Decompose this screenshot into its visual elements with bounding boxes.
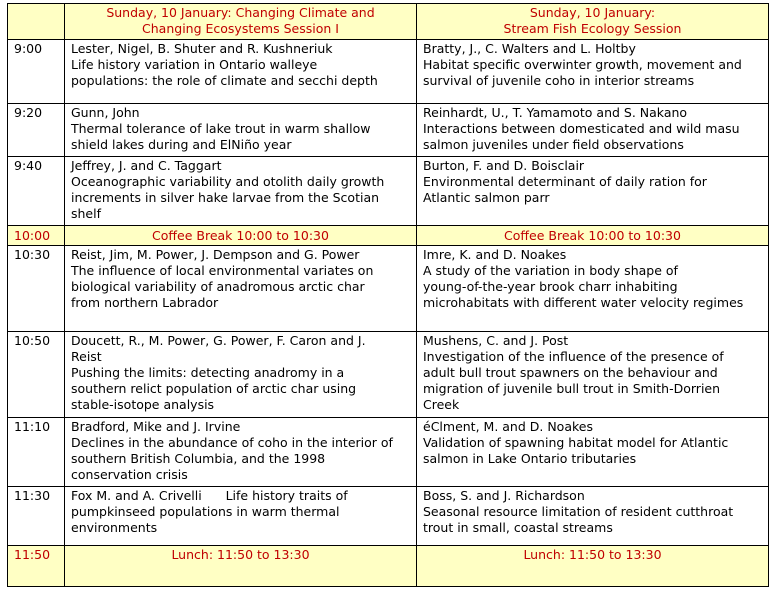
talk-title-line: microhabitats with different water velocity regimes [423, 295, 744, 311]
talk-authors: Burton, F. and D. Boisclair [423, 157, 585, 173]
talk-title-line: shelf [71, 205, 101, 221]
talk-authors: Lester, Nigel, B. Shuter and R. Kushneriuk [71, 40, 333, 56]
talk-title-line: southern relict population of arctic char using [71, 381, 357, 397]
talk-title-line: survival of juvenile coho in interior streams [423, 72, 695, 88]
talk-cell-right [417, 487, 769, 546]
talk-cell-left [65, 156, 417, 225]
table-row [8, 487, 769, 546]
talk-title-line: young-of-the-year brook charr inhabiting [423, 279, 678, 295]
lunch-left: Lunch: 11:50 to 13:30 [65, 545, 417, 586]
talk-authors: Imre, K. and D. Noakes [423, 247, 567, 263]
talk-title-line: Habitat specific overwinter growth, movement and [423, 56, 742, 72]
talk-authors: éClment, M. and D. Noakes [423, 418, 593, 434]
talk-authors: Reist [71, 349, 102, 365]
time-cell: 10:30 [8, 246, 65, 332]
time-cell: 10:50 [8, 332, 65, 417]
coffee-break-row [8, 225, 769, 246]
talk-authors: Jeffrey, J. and C. Taggart [71, 157, 222, 173]
talk-authors: Boss, S. and J. Richardson [423, 488, 585, 504]
talk-cell-left [65, 103, 417, 156]
talk-title-line: Oceanographic variability and otolith daily growth [71, 173, 385, 189]
talk-cell-left [65, 332, 417, 417]
session-header-right [417, 4, 769, 40]
talk-title-line: Declines in the abundance of coho in the interior of [71, 434, 393, 450]
talk-title-line: biological variability of anadromous arctic char [71, 279, 365, 295]
coffee-break-right: Coffee Break 10:00 to 10:30 [417, 225, 769, 246]
header-time-cell [8, 4, 65, 40]
schedule-table [7, 3, 769, 587]
talk-title-line: Seasonal resource limitation of resident cutthroat [423, 504, 734, 520]
talk-title-line: A study of the variation in body shape of [423, 263, 678, 279]
table-row [8, 246, 769, 332]
lunch-row [8, 545, 769, 586]
table-row [8, 156, 769, 225]
talk-cell-left [65, 246, 417, 332]
talk-cell-right [417, 332, 769, 417]
talk-cell-left [65, 39, 417, 103]
talk-line: Fox M. and A. Crivelli Life history traits of [71, 488, 348, 504]
talk-title-line: stable-isotope analysis [71, 397, 215, 413]
talk-cell-right [417, 417, 769, 487]
talk-title-line: Investigation of the influence of the presence of [423, 349, 724, 365]
time-cell: 9:00 [8, 39, 65, 103]
talk-cell-right [417, 39, 769, 103]
time-cell: 9:40 [8, 156, 65, 225]
talk-title-line: adult bull trout spawners on the behaviour and [423, 365, 718, 381]
talk-authors: Bradford, Mike and J. Irvine [71, 418, 241, 434]
session-header-left-line: Sunday, 10 January: Changing Climate and [106, 5, 375, 20]
talk-cell-left [65, 487, 417, 546]
session-header-right-line: Sunday, 10 January: [529, 5, 656, 20]
talk-title-line: Environmental determinant of daily ration for [423, 173, 707, 189]
talk-title-line: Life history variation in Ontario walleye [71, 56, 318, 72]
talk-title-line: increments in silver hake larvae from the Scotian [71, 189, 380, 205]
talk-title-line: trout in small, coastal streams [423, 520, 613, 536]
time-cell: 11:30 [8, 487, 65, 546]
talk-title-line: conservation crisis [71, 466, 188, 482]
talk-authors: Bratty, J., C. Walters and L. Holtby [423, 40, 636, 56]
talk-authors: Reist, Jim, M. Power, J. Dempson and G. Power [71, 247, 360, 263]
talk-cell-right [417, 156, 769, 225]
talk-authors: Doucett, R., M. Power, G. Power, F. Caron and J. [71, 333, 366, 349]
talk-title-line: The influence of local environmental variates on [71, 263, 374, 279]
talk-title-line: salmon juveniles under field observations [423, 136, 684, 152]
header-row [8, 4, 769, 40]
talk-title-line: Interactions between domesticated and wild masu [423, 120, 740, 136]
talk-cell-right [417, 246, 769, 332]
talk-authors: Gunn, John [71, 104, 140, 120]
time-cell: 9:20 [8, 103, 65, 156]
talk-title-line: Thermal tolerance of lake trout in warm shallow [71, 120, 371, 136]
talk-title-line: Atlantic salmon parr [423, 189, 550, 205]
talk-line: pumpkinseed populations in warm thermal [71, 504, 340, 520]
talk-title-line: Pushing the limits: detecting anadromy in a [71, 365, 345, 381]
time-cell: 11:50 [8, 545, 65, 586]
session-header-right-line: Stream Fish Ecology Session [503, 21, 682, 36]
talk-cell-left [65, 417, 417, 487]
talk-title-line: Validation of spawning habitat model for Atlantic [423, 434, 729, 450]
time-cell: 11:10 [8, 417, 65, 487]
talk-title-line: southern British Columbia, and the 1998 [71, 450, 326, 466]
talk-title-line: populations: the role of climate and secchi depth [71, 72, 378, 88]
table-row [8, 332, 769, 417]
talk-authors: Mushens, C. and J. Post [423, 333, 569, 349]
table-row [8, 39, 769, 103]
lunch-right: Lunch: 11:50 to 13:30 [417, 545, 769, 586]
session-header-left [65, 4, 417, 40]
talk-title-line: from northern Labrador [71, 295, 219, 311]
talk-title-line: salmon in Lake Ontario tributaries [423, 450, 637, 466]
time-cell: 10:00 [8, 225, 65, 246]
talk-authors: Reinhardt, U., T. Yamamoto and S. Nakano [423, 104, 688, 120]
table-row [8, 417, 769, 487]
talk-title-line: Creek [423, 397, 460, 413]
talk-cell-right [417, 103, 769, 156]
talk-title-line: shield lakes during and ElNiño year [71, 136, 292, 152]
coffee-break-left: Coffee Break 10:00 to 10:30 [65, 225, 417, 246]
talk-title-line: migration of juvenile bull trout in Smith-Dorrien [423, 381, 721, 397]
session-header-left-line: Changing Ecosystems Session I [142, 21, 339, 36]
talk-line: environments [71, 520, 158, 536]
table-row [8, 103, 769, 156]
